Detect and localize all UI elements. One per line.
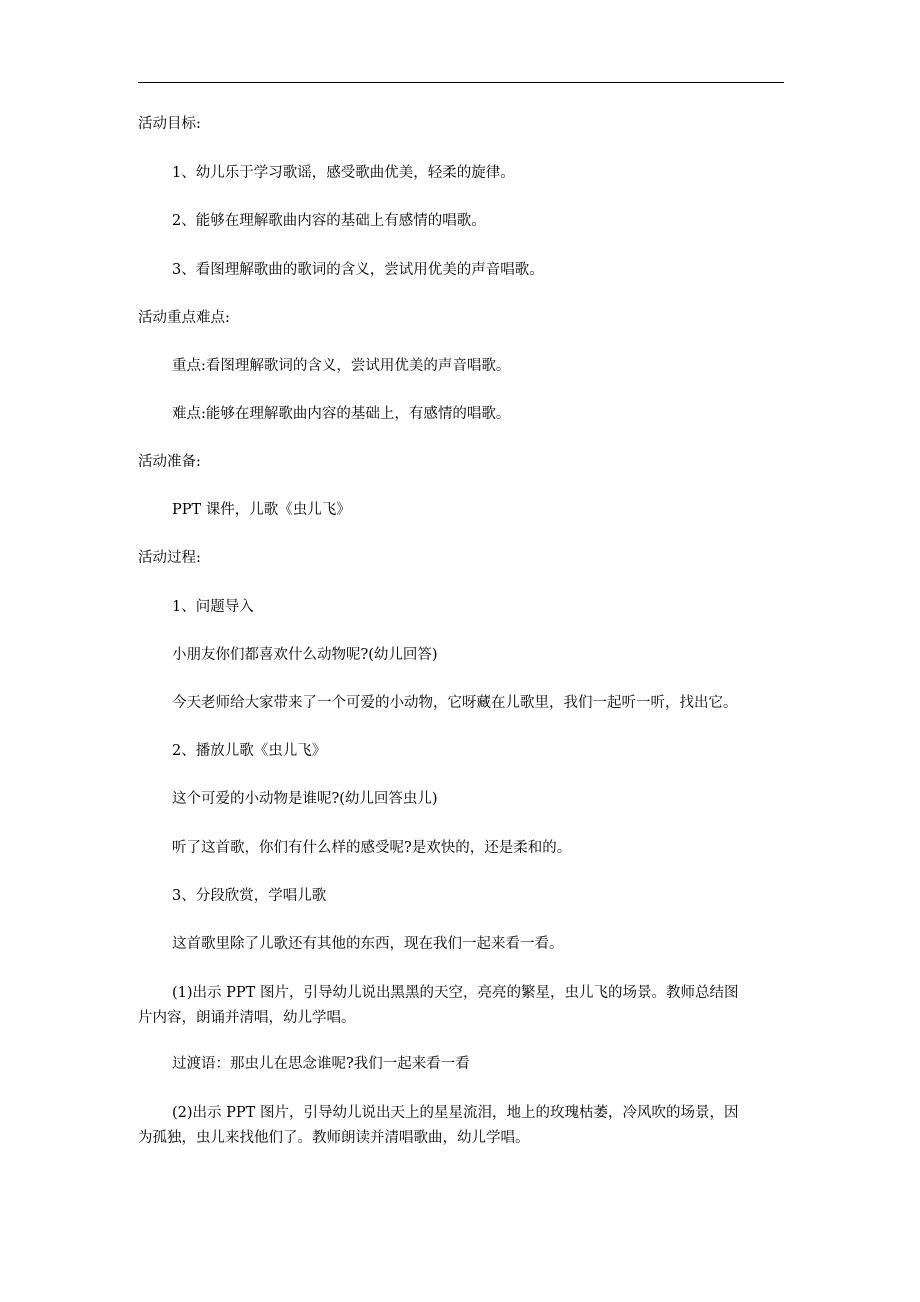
key-heading: 活动重点难点: <box>138 310 230 326</box>
difficult-point: 难点:能够在理解歌曲内容的基础上，有感情的唱歌。 <box>172 406 511 422</box>
goal-item-2: 2、能够在理解歌曲内容的基础上有感情的唱歌。 <box>172 213 486 229</box>
header-rule <box>138 82 784 83</box>
step-3-paragraph-1: (1)出示 PPT 图片，引导幼儿说出黑黑的天空，亮亮的繁星，虫儿飞的场景。教师总结图片内容，朗诵并清唱，幼儿学唱。 <box>138 985 739 1026</box>
step-1-intro: 今天老师给大家带来了一个可爱的小动物，它呀藏在儿歌里，我们一起听一听，找出它。 <box>172 695 738 711</box>
goal-item-1: 1、幼儿乐于学习歌谣，感受歌曲优美，轻柔的旋律。 <box>172 165 515 181</box>
goal-item-3: 3、看图理解歌曲的歌词的含义，尝试用优美的声音唱歌。 <box>172 262 544 278</box>
process-heading: 活动过程: <box>138 550 201 566</box>
key-point: 重点:看图理解歌词的含义，尝试用优美的声音唱歌。 <box>172 358 511 374</box>
step-2-title: 2、播放儿歌《虫儿飞》 <box>172 743 327 759</box>
transition-line: 过渡语：那虫儿在思念谁呢?我们一起来看一看 <box>172 1056 470 1072</box>
step-1-title: 1、问题导入 <box>172 599 254 615</box>
step-1-question: 小朋友你们都喜欢什么动物呢?(幼儿回答) <box>172 647 438 663</box>
step-3-paragraph-2: (2)出示 PPT 图片，引导幼儿说出天上的星星流泪，地上的玫瑰枯萎，冷风吹的场景，因为孤独，虫儿来找他们了。教师朗读并清唱歌曲，幼儿学唱。 <box>138 1105 739 1146</box>
prep-heading: 活动准备: <box>138 454 201 470</box>
step-3-intro: 这首歌里除了儿歌还有其他的东西，现在我们一起来看一看。 <box>172 936 564 952</box>
step-2-question-2: 听了这首歌，你们有什么样的感受呢?是欢快的，还是柔和的。 <box>172 840 572 856</box>
step-3-title: 3、分段欣赏，学唱儿歌 <box>172 888 327 904</box>
prep-item: PPT 课件，儿歌《虫儿飞》 <box>172 502 351 518</box>
step-2-question-1: 这个可爱的小动物是谁呢?(幼儿回答虫儿) <box>172 791 438 807</box>
goal-heading: 活动目标: <box>138 116 201 132</box>
